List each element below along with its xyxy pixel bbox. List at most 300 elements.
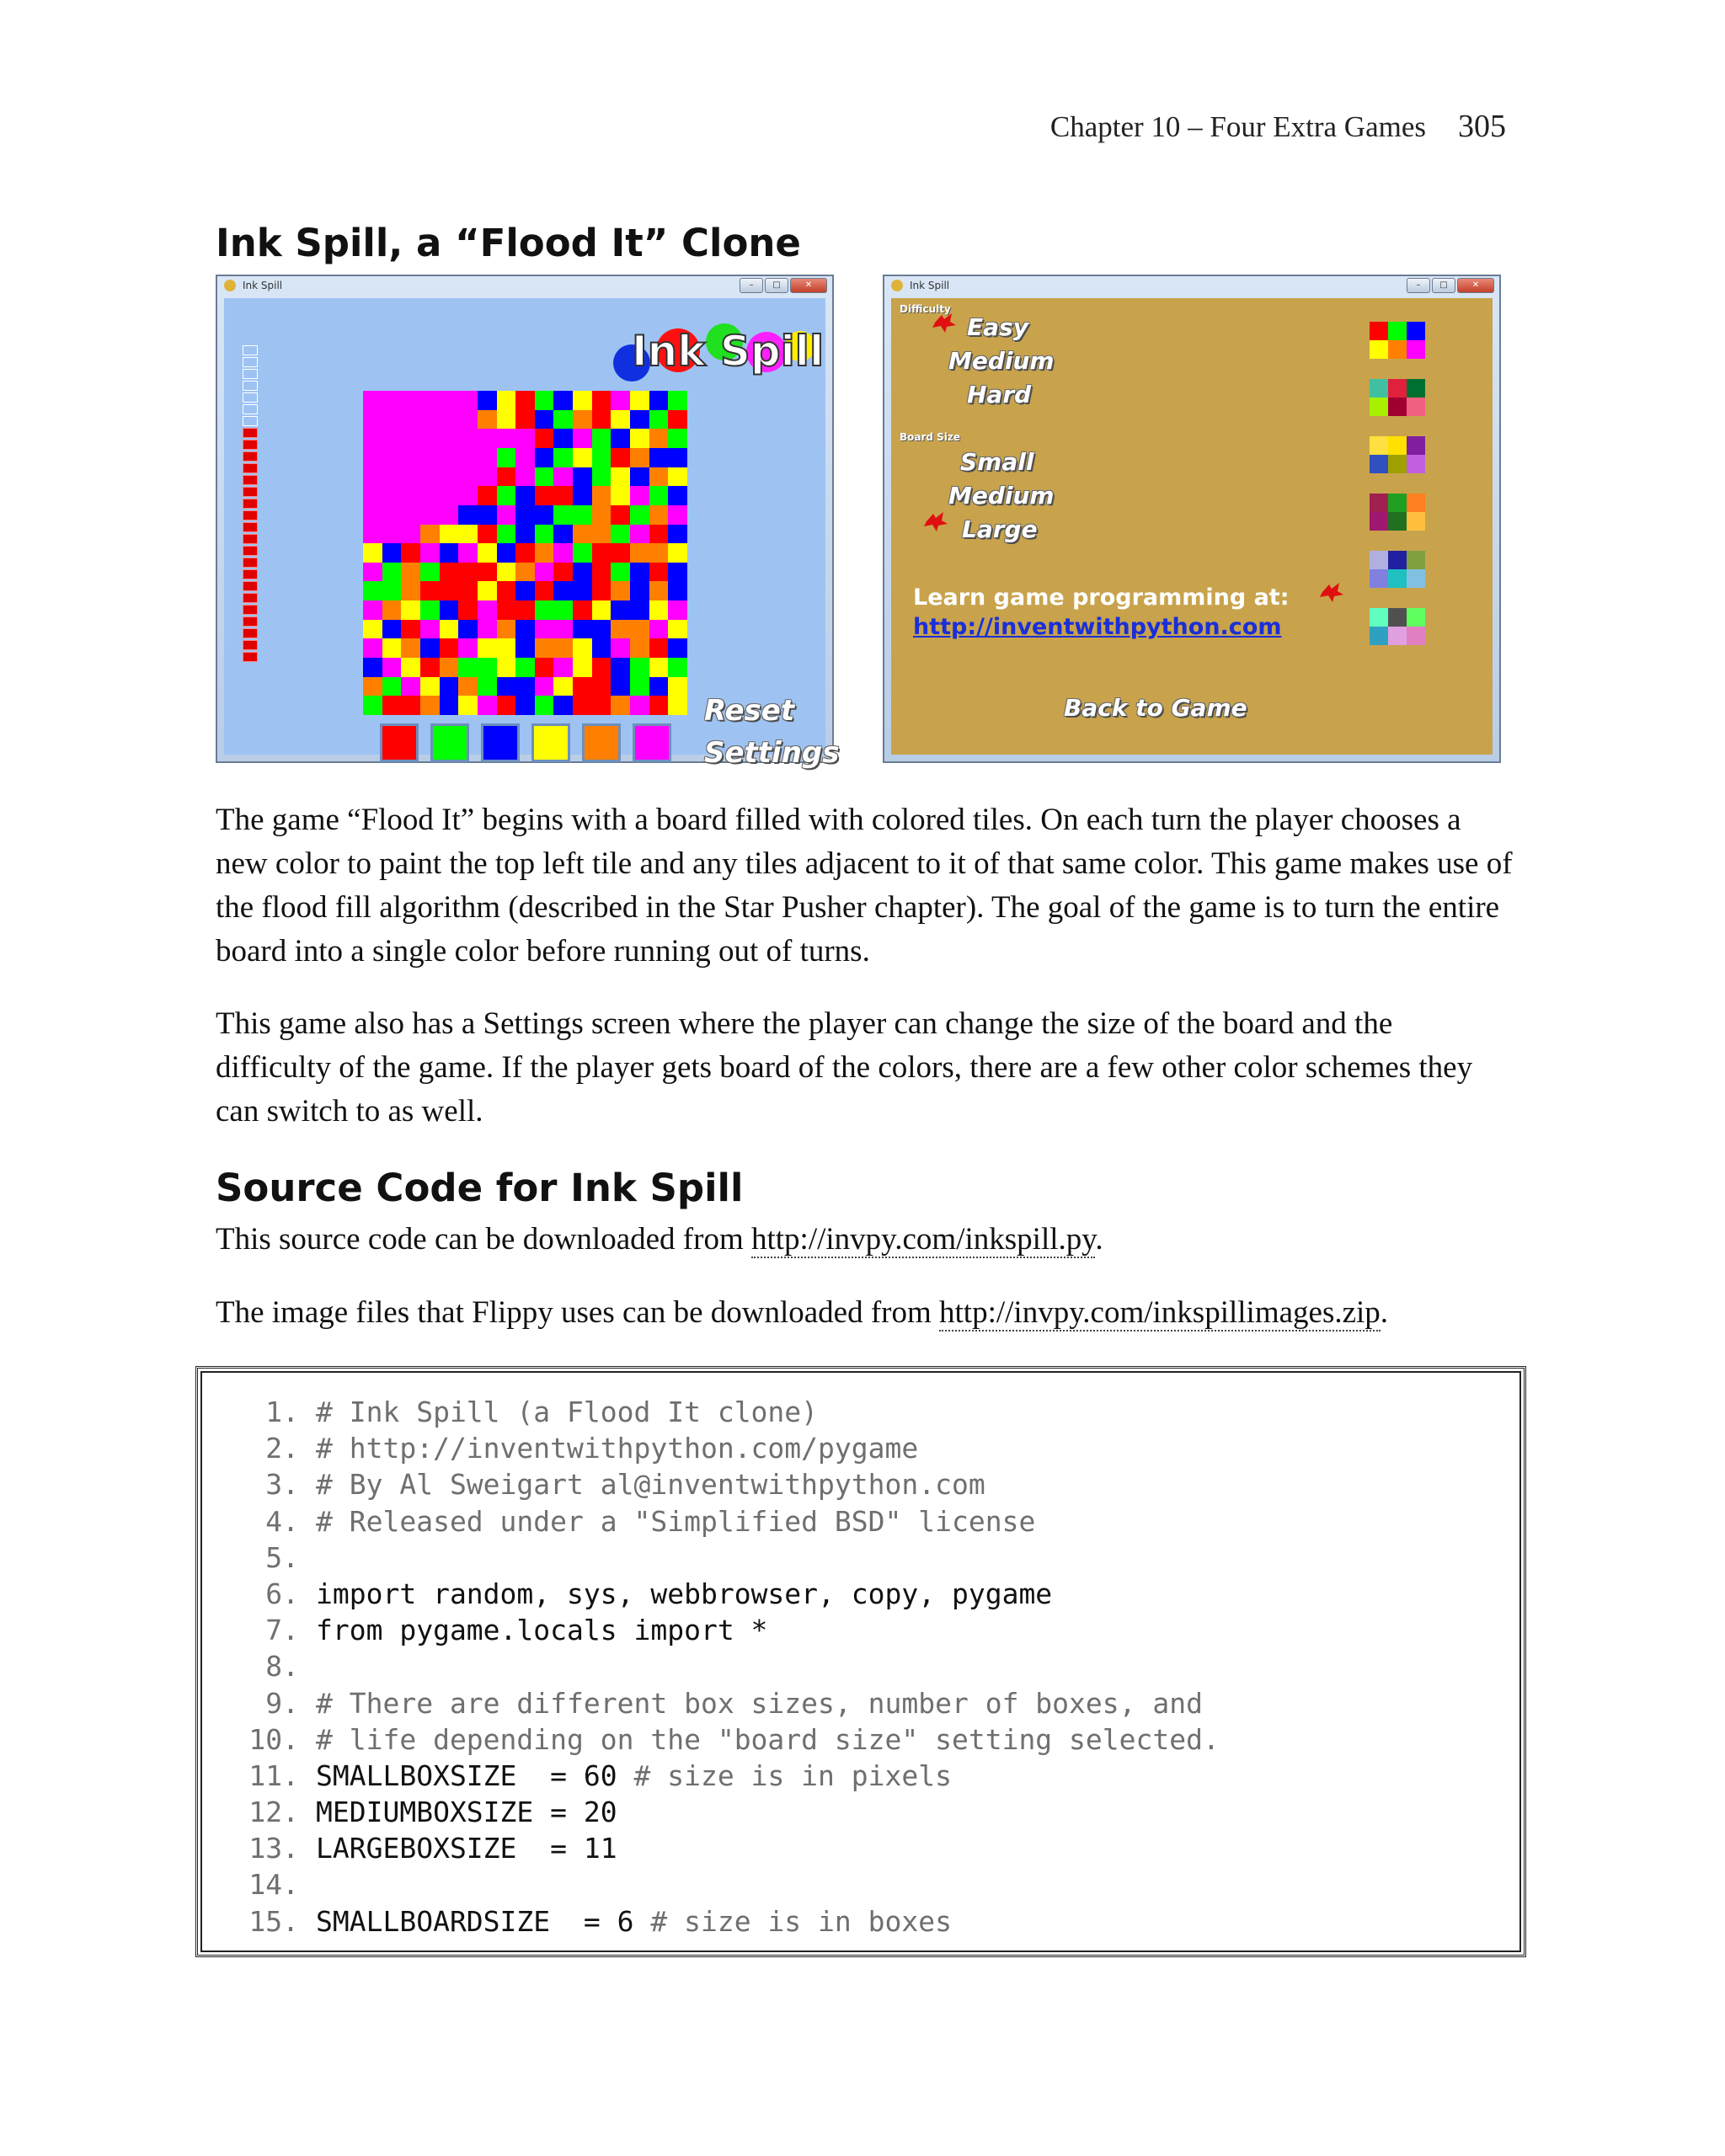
board-size-small[interactable]: Small <box>960 448 1034 476</box>
color-scheme-option[interactable] <box>1370 379 1425 416</box>
life-segment <box>243 404 258 414</box>
board-tile <box>592 486 611 505</box>
board-tile <box>497 638 516 658</box>
code-line <box>223 1903 1220 1940</box>
board-tile <box>363 429 382 448</box>
board-tile <box>649 581 669 600</box>
board-tile <box>515 429 535 448</box>
scheme-swatch <box>1388 494 1407 512</box>
board-tile <box>401 429 420 448</box>
line-number: 8. <box>265 1650 299 1684</box>
board-tile <box>363 696 382 715</box>
palette-color-button[interactable] <box>430 723 469 762</box>
board-tile <box>573 486 592 505</box>
download-images-link[interactable]: http://invpy.com/inkspillimages.zip <box>939 1295 1381 1330</box>
life-segment <box>243 546 258 556</box>
board-tile <box>535 486 554 505</box>
code-comment: # size is in boxes <box>650 1904 952 1938</box>
board-tile <box>458 600 478 620</box>
board-tile <box>382 696 402 715</box>
board-tile <box>668 677 687 696</box>
scheme-swatch <box>1388 322 1407 340</box>
close-icon[interactable]: ✕ <box>1457 278 1494 293</box>
board-tile <box>630 448 649 467</box>
board-tile <box>363 391 382 410</box>
difficulty-label: Difficulty <box>900 303 951 315</box>
board-tile <box>420 505 440 525</box>
board-tile <box>553 677 573 696</box>
life-segment <box>243 569 258 579</box>
board-tile <box>668 600 687 620</box>
board-tile <box>553 410 573 430</box>
minimize-icon[interactable]: – <box>1407 278 1430 293</box>
paragraph-intro: The game “Flood It” begins with a board filled with colored tiles. On each turn the player chooses a new color to paint the top left tile and any tiles adjacent to it of that same color. This game makes use of the flood fill algorithm (described in the Star Pusher chapter). The goal of the game is to turn the entire board into a single color before running out of turns. <box>216 803 1513 969</box>
board-tile <box>478 486 497 505</box>
settings-button[interactable]: Settings <box>704 736 840 770</box>
scheme-swatch <box>1407 512 1425 531</box>
window-controls <box>1405 278 1494 293</box>
scheme-swatch <box>1407 322 1425 340</box>
board-tile <box>573 467 592 487</box>
board-tile <box>668 696 687 715</box>
download-line-source <box>216 1218 1513 1262</box>
board-tile <box>382 620 402 639</box>
scheme-swatch <box>1407 494 1425 512</box>
board-tile <box>553 638 573 658</box>
game-screenshot-window <box>216 275 840 770</box>
board-tile <box>668 410 687 430</box>
palette-color-button[interactable] <box>582 723 621 762</box>
board-tile <box>363 486 382 505</box>
board-tile <box>440 391 459 410</box>
board-tile <box>382 429 402 448</box>
window-titlebar <box>884 276 1499 295</box>
board-tile <box>363 563 382 582</box>
reset-button[interactable]: Reset <box>704 694 795 728</box>
life-segment <box>243 499 258 509</box>
color-scheme-option[interactable] <box>1370 494 1425 531</box>
maximize-icon[interactable]: □ <box>1432 278 1455 293</box>
line-number: 3. <box>265 1468 299 1502</box>
board-tile <box>630 600 649 620</box>
board-tile <box>535 620 554 639</box>
board-tile <box>649 620 669 639</box>
board-tile <box>592 600 611 620</box>
board-tile <box>458 525 478 544</box>
board-tile <box>420 448 440 467</box>
code-line <box>223 1430 1220 1466</box>
line-number: 14. <box>248 1868 299 1902</box>
code-comment: # There are different box sizes, number of boxes, and <box>316 1686 1203 1720</box>
board-tile <box>649 467 669 487</box>
board-tile <box>458 638 478 658</box>
board-tile <box>401 467 420 487</box>
board-tile <box>592 525 611 544</box>
scheme-swatch <box>1407 551 1425 569</box>
learn-link[interactable]: http://inventwithpython.com <box>913 614 1282 640</box>
scheme-swatch <box>1388 627 1407 645</box>
board-tile <box>382 600 402 620</box>
board-tile <box>630 543 649 563</box>
board-tile <box>515 543 535 563</box>
difficulty-medium[interactable]: Medium <box>948 347 1055 375</box>
palette-color-button[interactable] <box>531 723 570 762</box>
board-tile <box>440 486 459 505</box>
board-tile <box>592 638 611 658</box>
board-tile <box>401 638 420 658</box>
board-tile <box>363 620 382 639</box>
scheme-swatch <box>1388 340 1407 359</box>
board-tile <box>478 429 497 448</box>
difficulty-hard[interactable]: Hard <box>967 381 1032 408</box>
board-tile <box>573 677 592 696</box>
board-tile <box>630 581 649 600</box>
board-tile <box>497 391 516 410</box>
board-tile <box>478 467 497 487</box>
board-tile <box>382 486 402 505</box>
life-segment <box>243 475 258 485</box>
code-comment: # size is in pixels <box>633 1758 952 1792</box>
board-tile <box>363 448 382 467</box>
board-tile <box>649 563 669 582</box>
board-tile <box>497 696 516 715</box>
board-tile <box>382 525 402 544</box>
window-titlebar <box>217 276 832 295</box>
color-palette <box>380 723 683 762</box>
code-line <box>223 1576 1220 1612</box>
board-size-medium[interactable]: Medium <box>948 482 1055 510</box>
scheme-swatch <box>1370 551 1388 569</box>
board-tile <box>553 505 573 525</box>
board-tile <box>553 620 573 639</box>
board-tile <box>440 600 459 620</box>
minimize-icon[interactable]: – <box>740 278 763 293</box>
board-tile <box>535 677 554 696</box>
life-segment <box>243 381 258 391</box>
board-tile <box>478 543 497 563</box>
section-title-source-code: Source Code for Ink Spill <box>216 1166 744 1210</box>
code-text: from pygame.locals import * <box>316 1614 768 1647</box>
back-to-game-button[interactable]: Back to Game <box>1064 694 1247 722</box>
board-tile <box>401 600 420 620</box>
board-size-large[interactable]: Large <box>962 515 1038 543</box>
color-scheme-option[interactable] <box>1370 608 1425 645</box>
board-tile <box>649 638 669 658</box>
board-tile <box>649 429 669 448</box>
code-line <box>223 1612 1220 1648</box>
scheme-swatch <box>1407 398 1425 416</box>
board-tile <box>535 563 554 582</box>
board-tile <box>553 525 573 544</box>
palette-color-button[interactable] <box>380 723 419 762</box>
board-tile <box>478 410 497 430</box>
board-tile <box>401 486 420 505</box>
board-tile <box>382 563 402 582</box>
board-tile <box>363 410 382 430</box>
board-tile <box>401 391 420 410</box>
board-tile <box>649 410 669 430</box>
board-tile <box>420 543 440 563</box>
board-tile <box>553 391 573 410</box>
board-tile <box>553 543 573 563</box>
download-line-images <box>216 1291 1513 1335</box>
life-segment <box>243 392 258 403</box>
life-segment <box>243 463 258 473</box>
board-tile <box>497 620 516 639</box>
board-tile <box>535 696 554 715</box>
board-tile <box>515 505 535 525</box>
board-tile <box>553 696 573 715</box>
board-tile <box>611 410 630 430</box>
game-canvas <box>224 298 840 770</box>
learn-promo <box>913 584 1290 640</box>
scheme-swatch <box>1407 569 1425 588</box>
color-scheme-option[interactable] <box>1370 436 1425 473</box>
board-tile <box>573 410 592 430</box>
board-tile <box>440 696 459 715</box>
line-number: 6. <box>265 1577 299 1610</box>
board-tile <box>420 620 440 639</box>
board-tile <box>649 543 669 563</box>
color-scheme-option[interactable] <box>1370 551 1425 588</box>
board-tile <box>478 696 497 715</box>
board-tile <box>553 486 573 505</box>
board-tile <box>592 505 611 525</box>
code-text: SMALLBOXSIZE = 60 <box>316 1758 634 1792</box>
board-tile <box>573 543 592 563</box>
board-tile <box>382 543 402 563</box>
board-tile <box>535 429 554 448</box>
board-tile <box>649 391 669 410</box>
board-tile <box>497 600 516 620</box>
board-tile <box>382 467 402 487</box>
board-tile <box>401 525 420 544</box>
board-tile <box>668 638 687 658</box>
board-tile <box>440 429 459 448</box>
board-tile <box>592 658 611 677</box>
life-segment <box>243 558 258 568</box>
board-tile <box>382 410 402 430</box>
board-tile <box>497 543 516 563</box>
board-tile <box>382 505 402 525</box>
board-tile <box>611 486 630 505</box>
board-tile <box>420 658 440 677</box>
board-tile <box>382 391 402 410</box>
page-number: 305 <box>1458 109 1506 144</box>
board-tile <box>478 658 497 677</box>
game-board[interactable] <box>363 391 687 715</box>
board-tile <box>573 581 592 600</box>
board-tile <box>592 696 611 715</box>
board-tile <box>458 486 478 505</box>
board-tile <box>535 448 554 467</box>
code-line <box>223 1394 1220 1430</box>
board-tile <box>630 638 649 658</box>
board-tile <box>668 391 687 410</box>
line-number: 7. <box>265 1614 299 1647</box>
board-tile <box>668 525 687 544</box>
download-images-prefix: The image files that Flippy uses can be downloaded from <box>216 1295 940 1330</box>
board-tile <box>630 525 649 544</box>
code-line <box>223 1466 1220 1502</box>
scheme-swatch <box>1370 379 1388 398</box>
scheme-swatch <box>1407 627 1425 645</box>
board-tile <box>497 563 516 582</box>
board-tile <box>668 581 687 600</box>
scheme-swatch <box>1407 608 1425 627</box>
board-tile <box>515 525 535 544</box>
chapter-title: Chapter 10 – Four Extra Games <box>1049 110 1426 143</box>
difficulty-easy[interactable]: Easy <box>967 313 1028 341</box>
board-tile <box>497 658 516 677</box>
download-source-suffix: . <box>1095 1222 1103 1257</box>
scheme-swatch <box>1388 608 1407 627</box>
board-tile <box>497 429 516 448</box>
line-number: 9. <box>265 1686 299 1720</box>
board-tile <box>363 505 382 525</box>
board-tile <box>649 658 669 677</box>
board-tile <box>478 620 497 639</box>
life-segment <box>243 451 258 462</box>
board-tile <box>630 505 649 525</box>
board-tile <box>611 638 630 658</box>
board-tile <box>458 429 478 448</box>
board-tile <box>573 620 592 639</box>
scheme-swatch <box>1370 627 1388 645</box>
board-tile <box>649 677 669 696</box>
board-tile <box>515 677 535 696</box>
board-tile <box>515 467 535 487</box>
board-tile <box>553 448 573 467</box>
board-tile <box>611 581 630 600</box>
code-line <box>223 1794 1220 1830</box>
board-tile <box>363 658 382 677</box>
board-tile <box>535 658 554 677</box>
code-line <box>223 1685 1220 1721</box>
palette-color-button[interactable] <box>481 723 520 762</box>
board-tile <box>497 448 516 467</box>
board-tile <box>515 658 535 677</box>
board-tile <box>592 563 611 582</box>
board-tile <box>515 581 535 600</box>
code-text: SMALLBOARDSIZE = 6 <box>316 1904 651 1938</box>
board-tile <box>611 677 630 696</box>
board-tile <box>515 620 535 639</box>
board-tile <box>668 448 687 467</box>
download-images-suffix: . <box>1380 1295 1389 1330</box>
selected-splat-icon <box>923 510 948 532</box>
download-source-prefix: This source code can be downloaded from <box>216 1222 751 1257</box>
board-tile <box>573 505 592 525</box>
board-tile <box>382 638 402 658</box>
maximize-icon[interactable]: □ <box>765 278 788 293</box>
board-tile <box>478 448 497 467</box>
selected-splat-icon <box>1319 581 1344 603</box>
board-tile <box>515 638 535 658</box>
board-tile <box>611 563 630 582</box>
line-number: 10. <box>248 1722 299 1756</box>
board-tile <box>420 486 440 505</box>
board-tile <box>401 448 420 467</box>
color-scheme-option[interactable] <box>1370 322 1425 359</box>
board-tile <box>515 410 535 430</box>
scheme-swatch <box>1370 608 1388 627</box>
board-tile <box>440 410 459 430</box>
board-tile <box>458 410 478 430</box>
board-tile <box>401 696 420 715</box>
board-tile <box>630 658 649 677</box>
board-tile <box>611 429 630 448</box>
board-tile <box>668 563 687 582</box>
board-tile <box>458 620 478 639</box>
window-title: Ink Spill <box>243 280 283 291</box>
settings-canvas <box>891 298 1493 755</box>
code-line <box>223 1830 1220 1866</box>
code-text: LARGEBOXSIZE = 11 <box>316 1832 617 1865</box>
life-segment <box>243 616 258 627</box>
board-tile <box>573 658 592 677</box>
running-head <box>1050 108 1506 145</box>
board-tile <box>478 505 497 525</box>
board-tile <box>458 696 478 715</box>
scheme-swatch <box>1370 322 1388 340</box>
board-tile <box>611 696 630 715</box>
board-tile <box>535 467 554 487</box>
board-tile <box>497 410 516 430</box>
download-source-link[interactable]: http://invpy.com/inkspill.py <box>750 1222 1096 1257</box>
board-tile <box>440 620 459 639</box>
board-tile <box>420 696 440 715</box>
board-tile <box>592 448 611 467</box>
board-tile <box>649 696 669 715</box>
board-tile <box>478 677 497 696</box>
board-tile <box>573 600 592 620</box>
board-tile <box>440 467 459 487</box>
code-line <box>223 1866 1220 1903</box>
line-number: 13. <box>248 1832 299 1865</box>
board-tile <box>668 543 687 563</box>
scheme-swatch <box>1370 512 1388 531</box>
board-tile <box>535 543 554 563</box>
code-line <box>223 1648 1220 1684</box>
scheme-swatch <box>1370 398 1388 416</box>
board-tile <box>382 658 402 677</box>
board-tile <box>458 658 478 677</box>
board-tile <box>458 563 478 582</box>
scheme-swatch <box>1370 569 1388 588</box>
line-number: 4. <box>265 1504 299 1538</box>
scheme-swatch <box>1407 379 1425 398</box>
ink-spill-logo <box>598 317 825 384</box>
board-tile <box>573 638 592 658</box>
board-tile <box>401 563 420 582</box>
palette-color-button[interactable] <box>633 723 671 762</box>
board-tile <box>630 563 649 582</box>
board-tile <box>515 486 535 505</box>
board-tile <box>478 600 497 620</box>
board-tile <box>535 525 554 544</box>
board-tile <box>497 505 516 525</box>
board-tile <box>592 467 611 487</box>
board-tile <box>363 543 382 563</box>
board-tile <box>478 391 497 410</box>
board-tile <box>553 467 573 487</box>
life-segment <box>243 581 258 591</box>
close-icon[interactable]: ✕ <box>790 278 827 293</box>
board-tile <box>420 525 440 544</box>
board-tile <box>420 563 440 582</box>
life-segment <box>243 534 258 544</box>
